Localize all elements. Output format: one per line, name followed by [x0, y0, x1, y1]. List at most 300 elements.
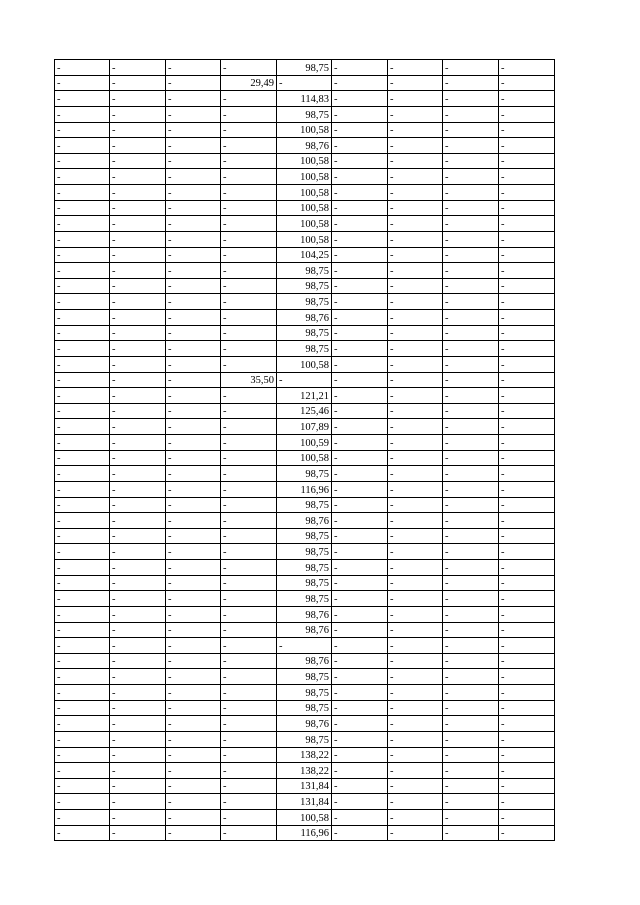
- table-cell: -: [110, 778, 166, 794]
- table-row: [55, 419, 555, 435]
- table-cell: -: [443, 403, 499, 419]
- table-cell: -: [388, 169, 443, 185]
- table-cell: -: [499, 481, 555, 497]
- table-cell: -: [443, 372, 499, 388]
- table-cell: -: [443, 435, 499, 451]
- table-cell: 100,58: [277, 216, 332, 232]
- table-cell: -: [443, 544, 499, 560]
- table-cell: -: [221, 575, 277, 591]
- table-cell: -: [166, 685, 221, 701]
- table-cell: -: [388, 575, 443, 591]
- table-row: [55, 653, 555, 669]
- table-cell: -: [499, 231, 555, 247]
- table-row: [55, 341, 555, 357]
- table-cell: -: [499, 310, 555, 326]
- table-cell: -: [332, 606, 388, 622]
- table-cell: 138,22: [277, 747, 332, 763]
- table-cell: -: [277, 638, 332, 654]
- table-cell: -: [388, 216, 443, 232]
- table-cell: -: [221, 263, 277, 279]
- table-cell: -: [332, 372, 388, 388]
- table-cell: -: [221, 341, 277, 357]
- table-cell: 100,58: [277, 169, 332, 185]
- table-cell: -: [388, 481, 443, 497]
- table-cell: -: [166, 216, 221, 232]
- table-cell: -: [166, 325, 221, 341]
- table-cell: -: [110, 356, 166, 372]
- table-cell: -: [221, 185, 277, 201]
- table-cell: -: [166, 747, 221, 763]
- table-cell: -: [55, 544, 110, 560]
- table-cell: -: [166, 278, 221, 294]
- table-cell: -: [388, 263, 443, 279]
- table-cell: -: [166, 294, 221, 310]
- table-cell: -: [499, 356, 555, 372]
- table-row: [55, 185, 555, 201]
- table-cell: -: [443, 91, 499, 107]
- table-cell: -: [499, 716, 555, 732]
- table-cell: -: [110, 106, 166, 122]
- table-cell: -: [55, 278, 110, 294]
- table-cell: -: [443, 763, 499, 779]
- table-cell: 98,75: [277, 263, 332, 279]
- table-cell: -: [55, 700, 110, 716]
- table-cell: -: [443, 388, 499, 404]
- table-cell: -: [166, 91, 221, 107]
- table-cell: -: [332, 497, 388, 513]
- table-cell: -: [166, 169, 221, 185]
- table-cell: -: [443, 231, 499, 247]
- table-cell: -: [443, 669, 499, 685]
- table-cell: -: [388, 466, 443, 482]
- table-row: [55, 810, 555, 826]
- table-cell: -: [443, 794, 499, 810]
- table-cell: 98,75: [277, 560, 332, 576]
- table-cell: -: [110, 388, 166, 404]
- table-cell: 98,76: [277, 716, 332, 732]
- table-cell: -: [499, 263, 555, 279]
- table-cell: 98,75: [277, 700, 332, 716]
- table-cell: -: [110, 685, 166, 701]
- table-row: [55, 169, 555, 185]
- table-cell: -: [110, 794, 166, 810]
- table-cell: -: [332, 575, 388, 591]
- table-cell: -: [499, 60, 555, 76]
- table-cell: -: [332, 653, 388, 669]
- table-cell: -: [110, 263, 166, 279]
- table-cell: -: [388, 138, 443, 154]
- table-cell: -: [443, 200, 499, 216]
- table-row: [55, 700, 555, 716]
- table-cell: -: [221, 310, 277, 326]
- table-cell: -: [166, 575, 221, 591]
- table-row: [55, 200, 555, 216]
- table-cell: -: [110, 185, 166, 201]
- table-row: [55, 685, 555, 701]
- table-cell: -: [55, 263, 110, 279]
- table-cell: 116,96: [277, 825, 332, 841]
- table-cell: -: [221, 591, 277, 607]
- table-cell: -: [55, 685, 110, 701]
- table-cell: -: [55, 122, 110, 138]
- table-cell: -: [110, 91, 166, 107]
- table-cell: -: [499, 778, 555, 794]
- table-cell: -: [332, 153, 388, 169]
- table-cell: -: [55, 106, 110, 122]
- table-cell: -: [221, 216, 277, 232]
- table-cell: -: [55, 466, 110, 482]
- table-cell: -: [110, 247, 166, 263]
- table-body: [55, 60, 555, 841]
- table-cell: -: [443, 419, 499, 435]
- table-row: [55, 216, 555, 232]
- table-cell: -: [443, 622, 499, 638]
- table-cell: -: [110, 122, 166, 138]
- table-cell: 100,58: [277, 810, 332, 826]
- table-cell: -: [499, 669, 555, 685]
- table-cell: -: [221, 294, 277, 310]
- table-cell: 98,75: [277, 294, 332, 310]
- table-cell: -: [332, 341, 388, 357]
- table-cell: -: [388, 513, 443, 529]
- table-cell: -: [388, 122, 443, 138]
- table-cell: -: [443, 810, 499, 826]
- table-cell: -: [388, 294, 443, 310]
- table-cell: -: [110, 216, 166, 232]
- table-cell: 29,49: [221, 75, 277, 91]
- table-cell: -: [443, 685, 499, 701]
- table-cell: -: [221, 466, 277, 482]
- table-cell: -: [55, 153, 110, 169]
- table-cell: -: [55, 778, 110, 794]
- table-cell: -: [221, 278, 277, 294]
- table-cell: -: [499, 153, 555, 169]
- table-cell: -: [166, 419, 221, 435]
- table-cell: -: [443, 153, 499, 169]
- table-cell: -: [110, 419, 166, 435]
- table-cell: -: [332, 138, 388, 154]
- table-cell: -: [388, 435, 443, 451]
- table-cell: -: [388, 528, 443, 544]
- table-cell: -: [55, 419, 110, 435]
- table-cell: -: [388, 403, 443, 419]
- table-cell: 98,75: [277, 278, 332, 294]
- table-cell: -: [166, 716, 221, 732]
- table-cell: -: [388, 75, 443, 91]
- table-cell: -: [388, 356, 443, 372]
- table-cell: 98,75: [277, 497, 332, 513]
- table-cell: 114,83: [277, 91, 332, 107]
- table-cell: -: [443, 325, 499, 341]
- table-row: [55, 263, 555, 279]
- table-cell: -: [499, 325, 555, 341]
- table-cell: -: [388, 669, 443, 685]
- table-cell: -: [110, 716, 166, 732]
- table-cell: -: [110, 138, 166, 154]
- table-cell: -: [499, 513, 555, 529]
- table-cell: -: [332, 825, 388, 841]
- table-cell: -: [110, 669, 166, 685]
- table-cell: 98,76: [277, 310, 332, 326]
- table-cell: -: [55, 185, 110, 201]
- table-row: [55, 310, 555, 326]
- table-cell: -: [110, 466, 166, 482]
- table-cell: -: [55, 325, 110, 341]
- table-cell: 100,58: [277, 450, 332, 466]
- table-cell: -: [332, 731, 388, 747]
- table-cell: -: [388, 810, 443, 826]
- table-row: [55, 513, 555, 529]
- table-cell: -: [166, 200, 221, 216]
- table-cell: -: [166, 669, 221, 685]
- table-row: [55, 388, 555, 404]
- table-cell: 116,96: [277, 481, 332, 497]
- table-cell: -: [388, 763, 443, 779]
- table-cell: -: [332, 810, 388, 826]
- table-cell: -: [443, 122, 499, 138]
- table-cell: -: [332, 685, 388, 701]
- table-cell: -: [110, 403, 166, 419]
- table-cell: -: [221, 700, 277, 716]
- table-cell: -: [110, 481, 166, 497]
- table-cell: -: [388, 247, 443, 263]
- table-row: [55, 825, 555, 841]
- table-row: [55, 325, 555, 341]
- table-cell: -: [221, 810, 277, 826]
- table-row: [55, 669, 555, 685]
- table-cell: -: [166, 528, 221, 544]
- table-cell: -: [388, 278, 443, 294]
- table-cell: 98,75: [277, 325, 332, 341]
- table-cell: -: [110, 763, 166, 779]
- table-cell: -: [166, 497, 221, 513]
- table-cell: -: [388, 60, 443, 76]
- table-cell: -: [166, 513, 221, 529]
- table-cell: -: [332, 310, 388, 326]
- table-row: [55, 75, 555, 91]
- table-cell: -: [166, 185, 221, 201]
- table-cell: -: [332, 185, 388, 201]
- table-row: [55, 528, 555, 544]
- table-cell: -: [110, 75, 166, 91]
- table-cell: 98,75: [277, 341, 332, 357]
- table-cell: -: [388, 231, 443, 247]
- table-cell: -: [166, 794, 221, 810]
- table-cell: -: [499, 341, 555, 357]
- table-cell: -: [221, 200, 277, 216]
- table-cell: -: [332, 700, 388, 716]
- table-cell: 98,76: [277, 138, 332, 154]
- table-cell: -: [166, 778, 221, 794]
- table-cell: -: [110, 575, 166, 591]
- table-cell: 35,50: [221, 372, 277, 388]
- table-cell: -: [443, 185, 499, 201]
- table-cell: -: [443, 216, 499, 232]
- table-cell: -: [55, 60, 110, 76]
- table-cell: -: [499, 403, 555, 419]
- table-cell: 98,75: [277, 466, 332, 482]
- table-cell: -: [166, 310, 221, 326]
- table-cell: 100,58: [277, 200, 332, 216]
- table-cell: -: [388, 591, 443, 607]
- table-row: [55, 716, 555, 732]
- table-cell: -: [443, 747, 499, 763]
- table-cell: -: [221, 653, 277, 669]
- table-cell: -: [55, 91, 110, 107]
- table-cell: -: [443, 169, 499, 185]
- table-cell: 138,22: [277, 763, 332, 779]
- table-cell: -: [166, 591, 221, 607]
- table-cell: -: [166, 810, 221, 826]
- table-cell: -: [110, 544, 166, 560]
- table-cell: -: [443, 138, 499, 154]
- table-row: [55, 731, 555, 747]
- table-cell: -: [443, 513, 499, 529]
- table-cell: 131,84: [277, 778, 332, 794]
- table-cell: -: [55, 341, 110, 357]
- table-cell: -: [443, 278, 499, 294]
- table-cell: -: [499, 75, 555, 91]
- table-cell: 100,58: [277, 185, 332, 201]
- table-cell: -: [110, 528, 166, 544]
- table-cell: -: [388, 185, 443, 201]
- table-row: [55, 560, 555, 576]
- table-cell: 98,76: [277, 513, 332, 529]
- table-cell: -: [388, 106, 443, 122]
- table-cell: 98,75: [277, 731, 332, 747]
- table-cell: -: [166, 60, 221, 76]
- table-cell: -: [499, 106, 555, 122]
- table-cell: -: [221, 685, 277, 701]
- table-cell: -: [166, 622, 221, 638]
- table-cell: 107,89: [277, 419, 332, 435]
- table-cell: -: [443, 778, 499, 794]
- table-cell: -: [166, 763, 221, 779]
- table-cell: -: [499, 169, 555, 185]
- table-cell: -: [499, 794, 555, 810]
- table-cell: -: [499, 638, 555, 654]
- table-cell: 100,59: [277, 435, 332, 451]
- table-cell: -: [110, 435, 166, 451]
- table-cell: -: [166, 106, 221, 122]
- table-cell: -: [166, 403, 221, 419]
- table-cell: -: [332, 544, 388, 560]
- table-cell: -: [55, 669, 110, 685]
- table-cell: 100,58: [277, 153, 332, 169]
- table-cell: -: [499, 216, 555, 232]
- table-cell: -: [55, 75, 110, 91]
- table-cell: -: [166, 356, 221, 372]
- table-cell: -: [332, 763, 388, 779]
- table-cell: -: [499, 200, 555, 216]
- table-cell: -: [332, 435, 388, 451]
- table-cell: -: [166, 700, 221, 716]
- table-cell: -: [388, 200, 443, 216]
- table-row: [55, 106, 555, 122]
- table-cell: -: [332, 278, 388, 294]
- table-cell: -: [332, 231, 388, 247]
- table-cell: -: [499, 560, 555, 576]
- table-cell: -: [499, 622, 555, 638]
- table-cell: -: [499, 122, 555, 138]
- table-cell: -: [388, 560, 443, 576]
- table-cell: -: [499, 606, 555, 622]
- table-cell: -: [388, 653, 443, 669]
- table-cell: -: [388, 450, 443, 466]
- table-cell: -: [55, 575, 110, 591]
- table-cell: -: [110, 294, 166, 310]
- table-cell: -: [499, 419, 555, 435]
- table-cell: 98,75: [277, 575, 332, 591]
- table-cell: -: [221, 169, 277, 185]
- table-row: [55, 435, 555, 451]
- table-cell: -: [388, 341, 443, 357]
- table-cell: -: [332, 716, 388, 732]
- table-cell: -: [332, 638, 388, 654]
- table-cell: -: [221, 247, 277, 263]
- table-cell: -: [388, 731, 443, 747]
- table-cell: -: [388, 325, 443, 341]
- table-cell: 98,75: [277, 591, 332, 607]
- table-cell: -: [110, 653, 166, 669]
- table-cell: -: [110, 560, 166, 576]
- table-cell: -: [55, 247, 110, 263]
- table-cell: -: [110, 169, 166, 185]
- table-cell: -: [221, 435, 277, 451]
- table-cell: -: [499, 825, 555, 841]
- table-cell: -: [388, 497, 443, 513]
- table-cell: -: [166, 263, 221, 279]
- table-cell: -: [443, 341, 499, 357]
- table-cell: -: [221, 153, 277, 169]
- table-cell: -: [443, 560, 499, 576]
- table-cell: -: [388, 91, 443, 107]
- table-cell: -: [499, 435, 555, 451]
- table-cell: -: [166, 466, 221, 482]
- table-cell: -: [443, 75, 499, 91]
- table-cell: 98,76: [277, 622, 332, 638]
- table-cell: 98,75: [277, 544, 332, 560]
- table-cell: -: [332, 794, 388, 810]
- table-cell: -: [221, 794, 277, 810]
- table-cell: -: [166, 372, 221, 388]
- table-cell: -: [332, 481, 388, 497]
- table-cell: -: [221, 91, 277, 107]
- table-cell: -: [443, 825, 499, 841]
- table-cell: -: [332, 669, 388, 685]
- table-cell: -: [166, 731, 221, 747]
- table-cell: -: [221, 513, 277, 529]
- table-cell: -: [388, 419, 443, 435]
- table-row: [55, 356, 555, 372]
- table-row: [55, 778, 555, 794]
- table-cell: -: [166, 606, 221, 622]
- table-cell: -: [499, 247, 555, 263]
- table-cell: -: [110, 450, 166, 466]
- table-cell: -: [388, 825, 443, 841]
- table-cell: -: [499, 91, 555, 107]
- table-cell: -: [110, 606, 166, 622]
- table-cell: -: [499, 466, 555, 482]
- table-cell: -: [388, 794, 443, 810]
- table-cell: -: [499, 591, 555, 607]
- table-cell: 98,75: [277, 60, 332, 76]
- table-cell: -: [166, 560, 221, 576]
- table-cell: -: [499, 278, 555, 294]
- table-cell: -: [332, 356, 388, 372]
- table-cell: -: [221, 325, 277, 341]
- table-cell: -: [221, 450, 277, 466]
